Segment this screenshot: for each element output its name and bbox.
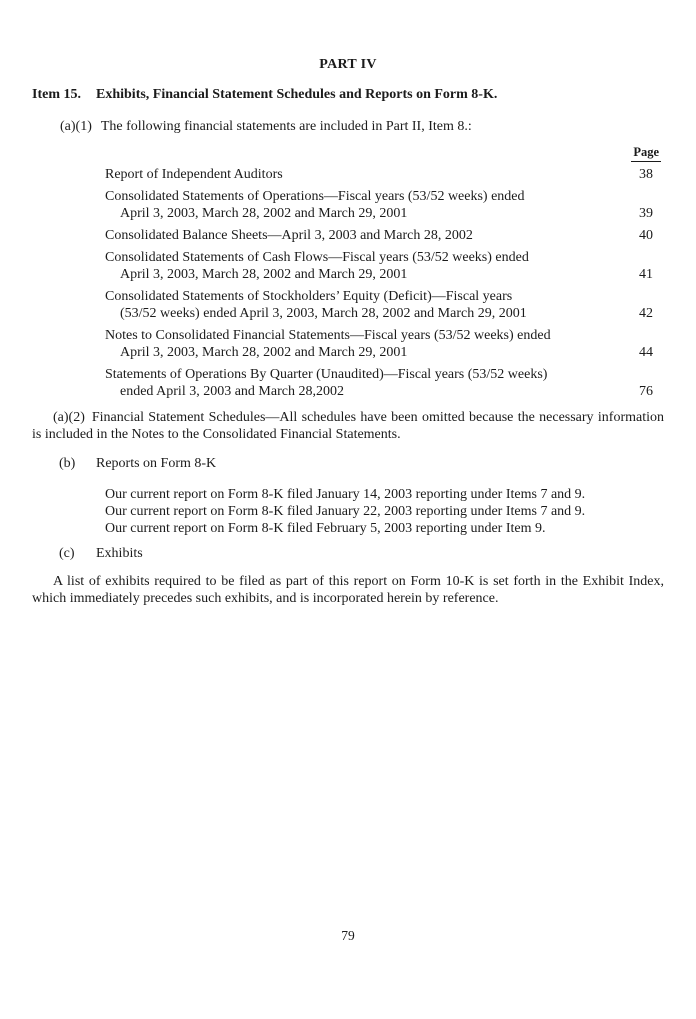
statement-line1: Consolidated Statements of Stockholders’ Equity (Deficit)—Fiscal years bbox=[105, 289, 513, 304]
c-heading bbox=[32, 545, 664, 562]
table-row bbox=[32, 188, 664, 222]
c-paragraph: A list of exhibits required to be filed as part of this report on Form 10-K is set forth in the Exhibit Index, which immediately precedes such exhibits, and is incorporated herein by reference. bbox=[32, 574, 664, 606]
statement-line1: Report of Independent Auditors bbox=[105, 167, 283, 182]
statement-page-number: 42 bbox=[639, 306, 653, 321]
statement-line2: ended April 3, 2003 and March 28,2002 bbox=[120, 384, 344, 399]
a2-text: Financial Statement Schedules—All schedules have been omitted because the necessary information is included in the Notes to the Consolidated Financial Statements. bbox=[32, 410, 664, 442]
statement-description bbox=[32, 166, 628, 183]
a2-label: (a)(2) bbox=[53, 410, 85, 425]
table-row bbox=[32, 227, 664, 244]
c-label: (c) bbox=[59, 546, 75, 561]
form-8k-report-line: Our current report on Form 8-K filed January 14, 2003 reporting under Items 7 and 9. bbox=[105, 487, 586, 502]
statement-page-number: 44 bbox=[639, 345, 653, 360]
statement-page-number: 41 bbox=[639, 267, 653, 282]
form-8k-reports-list bbox=[32, 486, 664, 537]
form-8k-report-line: Our current report on Form 8-K filed February 5, 2003 reporting under Item 9. bbox=[105, 521, 546, 536]
table-row bbox=[32, 327, 664, 361]
c-title: Exhibits bbox=[96, 546, 143, 561]
statement-line1: Consolidated Statements of Cash Flows—Fiscal years (53/52 weeks) ended bbox=[105, 250, 529, 265]
table-row bbox=[32, 249, 664, 283]
statement-line2: April 3, 2003, March 28, 2002 and March 29, 2001 bbox=[120, 345, 408, 360]
a1-text: The following financial statements are included in Part II, Item 8.: bbox=[100, 119, 472, 134]
statement-description bbox=[32, 227, 628, 244]
statement-line1: Notes to Consolidated Financial Statements—Fiscal years (53/52 weeks) ended bbox=[105, 328, 551, 343]
statement-line2: (53/52 weeks) ended April 3, 2003, March 28, 2002 and March 29, 2001 bbox=[120, 306, 527, 321]
statement-page-number: 40 bbox=[639, 228, 653, 243]
statement-page-number: 76 bbox=[639, 384, 653, 399]
statement-description bbox=[32, 188, 628, 222]
statement-description bbox=[32, 249, 628, 283]
b-title: Reports on Form 8-K bbox=[96, 456, 217, 471]
statement-description bbox=[32, 288, 628, 322]
statement-description bbox=[32, 366, 628, 400]
statement-line1: Consolidated Statements of Operations—Fiscal years (53/52 weeks) ended bbox=[105, 189, 525, 204]
statement-page-number: 38 bbox=[639, 167, 653, 182]
financial-statements-table-body bbox=[32, 166, 664, 400]
statement-description bbox=[32, 327, 628, 361]
page-number-footer: 79 bbox=[341, 928, 355, 943]
a2-paragraph bbox=[32, 410, 664, 443]
b-label: (b) bbox=[59, 456, 76, 471]
part-heading: PART IV bbox=[319, 57, 377, 72]
a1-label: (a)(1) bbox=[60, 119, 92, 134]
a1-paragraph bbox=[32, 118, 664, 135]
form-8k-report-line: Our current report on Form 8-K filed January 22, 2003 reporting under Items 7 and 9. bbox=[105, 504, 586, 519]
statement-line2: April 3, 2003, March 28, 2002 and March 29, 2001 bbox=[120, 267, 408, 282]
item-15-heading bbox=[32, 86, 664, 103]
table-row bbox=[32, 166, 664, 183]
item-15-title: Exhibits, Financial Statement Schedules and Reports on Form 8-K. bbox=[96, 87, 498, 102]
item-15-label: Item 15. bbox=[32, 87, 81, 102]
financial-statements-table bbox=[32, 144, 664, 400]
statement-page-number: 39 bbox=[639, 206, 653, 221]
page-column-header-row bbox=[32, 144, 664, 162]
statement-line1: Statements of Operations By Quarter (Unaudited)—Fiscal years (53/52 weeks) bbox=[105, 367, 548, 382]
page-column-header: Page bbox=[631, 144, 661, 162]
table-row bbox=[32, 366, 664, 400]
table-row bbox=[32, 288, 664, 322]
statement-line2: April 3, 2003, March 28, 2002 and March 29, 2001 bbox=[120, 206, 408, 221]
statement-line1: Consolidated Balance Sheets—April 3, 2003 and March 28, 2002 bbox=[105, 228, 473, 243]
b-heading bbox=[32, 455, 664, 472]
